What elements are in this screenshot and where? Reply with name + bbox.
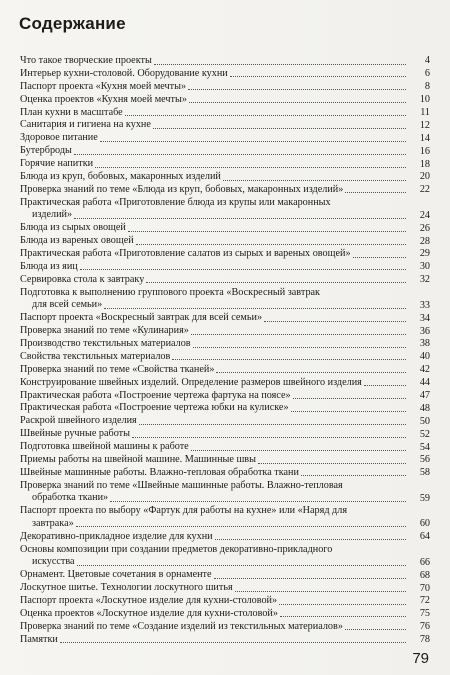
toc-entry-page: 66	[419, 556, 430, 568]
toc-entry-title: Бутерброды	[20, 145, 72, 157]
toc-entry-page: 24	[419, 209, 430, 221]
toc-entry-title: Практическая работа «Приготовление блюда из крупы или макаронных	[20, 196, 331, 208]
toc-entry-page: 18	[419, 158, 430, 170]
dot-leader	[153, 128, 406, 129]
toc-entry-title: Здоровое питание	[20, 132, 98, 144]
dot-leader	[136, 244, 406, 245]
toc-entry-page: 38	[419, 338, 430, 350]
toc-entry	[20, 569, 430, 582]
toc-entry-page: 22	[419, 184, 430, 196]
toc-entry-page: 20	[419, 171, 430, 183]
toc-entry-page: 40	[419, 351, 430, 363]
dot-leader	[301, 475, 406, 476]
toc-entry-page: 72	[419, 595, 430, 607]
toc-entry	[20, 364, 430, 377]
dot-leader	[189, 102, 406, 103]
page-title: Содержание	[19, 14, 126, 33]
toc-entry	[20, 467, 430, 480]
dot-leader	[258, 463, 406, 464]
dot-leader	[214, 578, 406, 579]
dot-leader	[280, 616, 406, 617]
toc-entry-page: 56	[419, 454, 430, 466]
toc-entry-title: Швейные машинные работы. Влажно-тепловая обработка ткани	[20, 466, 299, 478]
toc-entry-title: Памятки	[20, 633, 58, 645]
toc-entry	[20, 338, 430, 351]
toc-entry-title: Проверка знаний по теме «Свойства тканей»	[20, 363, 215, 375]
dot-leader	[235, 591, 406, 592]
dot-leader	[76, 526, 406, 527]
dot-leader	[132, 437, 406, 438]
toc-entry-title-continued: для всей семьи»	[32, 299, 103, 311]
dot-leader	[193, 347, 406, 348]
toc-entry-title: Лоскутное шитье. Технологии лоскутного шитья	[20, 582, 233, 594]
toc-entry	[20, 531, 430, 544]
toc-entry	[20, 621, 430, 634]
toc-entry-page: 10	[419, 94, 430, 106]
toc-entry	[20, 377, 430, 390]
dot-leader	[128, 231, 406, 232]
dot-leader	[264, 321, 406, 322]
dot-leader	[125, 115, 406, 116]
toc-entry-title: Паспорт проекта «Лоскутное изделие для кухни-столовой»	[20, 595, 278, 606]
toc-entry	[20, 402, 430, 415]
toc-entry-title: Проверка знаний по теме «Швейные машинные работы. Влажно-тепловая	[20, 479, 343, 491]
table-of-contents	[20, 55, 430, 647]
dot-leader	[345, 192, 406, 193]
toc-entry	[20, 158, 430, 171]
dot-leader	[293, 398, 406, 399]
toc-entry-title: Паспорт проекта «Воскресный завтрак для всей семьи»	[20, 312, 263, 324]
toc-entry-title: Паспорт проекта «Кухня моей мечты»	[20, 80, 187, 92]
toc-entry-page: 14	[419, 132, 430, 144]
dot-leader	[364, 385, 406, 386]
dot-leader	[80, 269, 406, 270]
dot-leader	[139, 424, 406, 425]
toc-entry-title: Практическая работа «Приготовление салатов из сырых и вареных овощей»	[20, 248, 351, 260]
toc-entry	[20, 582, 430, 595]
toc-entry	[20, 68, 430, 81]
toc-entry	[20, 480, 430, 506]
toc-entry-page: 50	[419, 415, 430, 427]
toc-entry-page: 28	[419, 235, 430, 247]
dot-leader	[215, 539, 406, 540]
toc-entry	[20, 107, 430, 120]
dot-leader	[95, 167, 406, 168]
toc-entry-title: Основы композиции при создании предметов декоративно-прикладного	[20, 543, 333, 555]
toc-entry-title: Горячие напитки	[20, 158, 94, 170]
toc-entry-title: Оценка проектов «Лоскутное изделие для кухни-столовой»	[20, 607, 278, 619]
toc-entry	[20, 235, 430, 248]
dot-leader	[104, 308, 406, 309]
toc-entry-page: 52	[419, 428, 430, 440]
toc-entry-page: 33	[419, 299, 430, 311]
toc-entry-title-continued: обработка ткани»	[32, 492, 109, 504]
toc-entry-page: 12	[419, 119, 430, 131]
dot-leader	[74, 218, 406, 219]
toc-entry-page: 68	[419, 569, 430, 581]
toc-entry-page: 54	[419, 441, 430, 453]
toc-entry-title: Раскрой швейного изделия	[20, 415, 137, 427]
toc-entry-page: 11	[420, 106, 430, 118]
toc-entry	[20, 634, 430, 647]
dot-leader	[74, 154, 406, 155]
page-number: 79	[412, 650, 429, 667]
toc-entry-title: Орнамент. Цветовые сочетания в орнаменте	[20, 569, 212, 581]
toc-entry	[20, 287, 430, 313]
toc-entry-page: 36	[419, 325, 430, 337]
toc-entry	[20, 428, 430, 441]
toc-entry-title: Подготовка швейной машины к работе	[20, 441, 189, 453]
toc-entry	[20, 132, 430, 145]
toc-entry-title: Практическая работа «Построение чертежа юбки на кулиске»	[20, 402, 289, 414]
toc-entry-title-continued: изделий»	[32, 209, 73, 221]
dot-leader	[110, 501, 406, 502]
toc-entry-title: Декоративно-прикладное изделие для кухни	[20, 530, 213, 542]
dot-leader	[154, 64, 406, 65]
toc-entry-title-continued: завтрака»	[32, 517, 74, 529]
dot-leader	[353, 257, 406, 258]
toc-entry-page: 29	[419, 248, 430, 260]
toc-entry-page: 60	[419, 518, 430, 530]
toc-entry	[20, 145, 430, 158]
toc-entry	[20, 94, 430, 107]
toc-entry-title: Блюда из вареных овощей	[20, 235, 134, 247]
toc-entry	[20, 171, 430, 184]
toc-entry	[20, 184, 430, 197]
dot-leader	[172, 359, 406, 360]
toc-entry-page: 47	[419, 389, 430, 401]
toc-entry-title: План кухни в масштабе	[20, 106, 123, 118]
dot-leader	[60, 642, 406, 643]
toc-entry-title: Оценка проектов «Кухня моей мечты»	[20, 93, 187, 105]
toc-entry-title: Блюда из яиц	[20, 260, 78, 272]
dot-leader	[100, 141, 406, 142]
dot-leader	[345, 629, 406, 630]
toc-entry-title-continued: искусства	[32, 556, 75, 568]
toc-entry	[20, 312, 430, 325]
dot-leader	[291, 411, 406, 412]
toc-entry-page: 76	[419, 621, 430, 633]
toc-entry-title: Блюда из круп, бобовых, макаронных изделий	[20, 171, 221, 183]
dot-leader	[77, 565, 406, 566]
toc-entry-title: Проверка знаний по теме «Создание изделий из текстильных материалов»	[20, 620, 343, 632]
toc-entry	[20, 390, 430, 403]
toc-entry	[20, 274, 430, 287]
toc-entry-page: 70	[419, 582, 430, 594]
toc-entry-page: 26	[419, 222, 430, 234]
toc-entry	[20, 441, 430, 454]
toc-entry-page: 8	[424, 81, 430, 93]
toc-entry-page: 78	[419, 634, 430, 646]
toc-entry-page: 58	[419, 467, 430, 479]
toc-entry	[20, 119, 430, 132]
toc-entry-title: Проверка знаний по теме «Блюда из круп, бобовых, макаронных изделий»	[20, 183, 344, 195]
toc-entry	[20, 325, 430, 338]
toc-entry-title: Паспорт проекта по выбору «Фартук для работы на кухне» или «Наряд для	[20, 505, 348, 517]
toc-entry-page: 42	[419, 364, 430, 376]
toc-entry-page: 6	[424, 68, 430, 80]
toc-entry	[20, 505, 430, 531]
toc-entry-title: Практическая работа «Построение чертежа фартука на поясе»	[20, 389, 291, 401]
toc-entry-page: 30	[419, 261, 430, 273]
toc-entry-title: Санитария и гигиена на кухне	[20, 119, 151, 131]
toc-entry-title: Интерьер кухни-столовой. Оборудование кухни	[20, 67, 228, 79]
dot-leader	[223, 180, 406, 181]
toc-entry	[20, 197, 430, 223]
toc-entry	[20, 454, 430, 467]
toc-entry-title: Производство текстильных материалов	[20, 338, 191, 350]
dot-leader	[279, 604, 406, 605]
toc-entry	[20, 415, 430, 428]
toc-entry	[20, 351, 430, 364]
dot-leader	[191, 450, 406, 451]
toc-entry	[20, 81, 430, 94]
toc-entry-title: Проверка знаний по теме «Кулинария»	[20, 325, 189, 337]
toc-entry	[20, 55, 430, 68]
toc-entry-title: Что такое творческие проекты	[20, 55, 152, 66]
toc-entry-page: 32	[419, 274, 430, 286]
toc-entry-page: 16	[419, 145, 430, 157]
toc-entry	[20, 595, 430, 608]
dot-leader	[146, 282, 406, 283]
toc-entry-page: 4	[424, 55, 430, 67]
toc-entry-title: Приемы работы на швейной машине. Машинные швы	[20, 454, 256, 466]
toc-entry	[20, 261, 430, 274]
toc-entry-page: 64	[419, 531, 430, 543]
toc-entry-page: 75	[419, 608, 430, 620]
toc-entry-page: 44	[419, 377, 430, 389]
toc-entry-title: Сервировка стола к завтраку	[20, 273, 145, 285]
dot-leader	[191, 334, 406, 335]
dot-leader	[230, 76, 406, 77]
dot-leader	[216, 372, 406, 373]
toc-entry-page: 34	[419, 312, 430, 324]
toc-entry-title: Конструирование швейных изделий. Определение размеров швейного изделия	[20, 376, 362, 388]
toc-entry-title: Подготовка к выполнению группового проекта «Воскресный завтрак	[20, 286, 321, 298]
toc-entry	[20, 248, 430, 261]
toc-entry	[20, 544, 430, 570]
toc-entry-title: Свойства текстильных материалов	[20, 350, 171, 362]
toc-entry-page: 48	[419, 402, 430, 414]
toc-entry	[20, 222, 430, 235]
dot-leader	[188, 89, 406, 90]
toc-entry-title: Швейные ручные работы	[20, 428, 130, 440]
toc-entry-page: 59	[419, 492, 430, 504]
toc-entry-title: Блюда из сырых овощей	[20, 222, 126, 234]
toc-entry	[20, 608, 430, 621]
